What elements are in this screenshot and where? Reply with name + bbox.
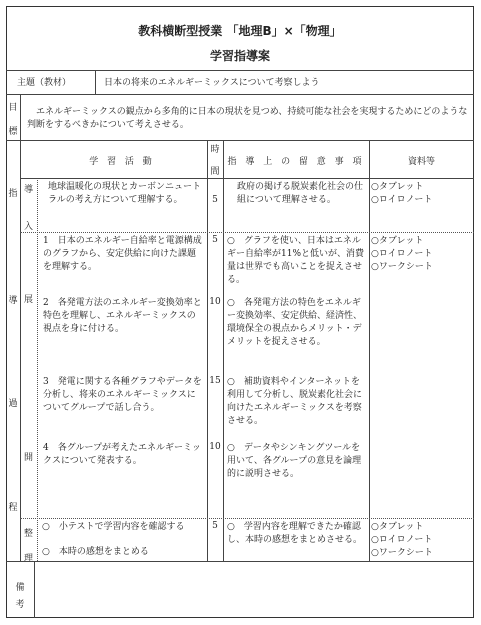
- rule-header-bottom: [6, 70, 474, 71]
- phase-summary-bottom: 理: [23, 554, 33, 564]
- document-title: 教科横断型授業 「地理B」×「物理」: [138, 24, 342, 38]
- rule-dev-bottom: [20, 518, 474, 519]
- dev3-time: 15: [209, 376, 221, 386]
- rule-remarks-divider: [34, 561, 35, 618]
- theme-label: 主題（教材）: [17, 78, 72, 88]
- process-label-tei: 程: [8, 503, 18, 513]
- dev1-activity: 1 日本のエネルギー自給率と電源構成のグラフから、安定供給に向けた課題を理解する。: [43, 236, 202, 272]
- summary-activity-1: ○ 小テストで学習内容を確認する: [42, 522, 185, 532]
- remarks-label-top: 備: [15, 583, 25, 593]
- dev1-note: ○ グラフを使い、日本はエネルギー自給率が11%と低いが、消費量は世界でも高いことを捉えさせる。: [227, 236, 365, 285]
- summary-time: 5: [212, 521, 218, 531]
- dev2-time: 10: [209, 297, 221, 307]
- rule-table-header-bottom: [20, 178, 474, 179]
- rule-col-time-right: [223, 140, 224, 561]
- summary-material-1: ○タブレット: [371, 522, 424, 532]
- rule-left-column: [20, 94, 21, 561]
- dev4-activity: 4 各グループが考えたエネルギーミックスについて発表する。: [43, 443, 201, 466]
- document-subtitle: 学習指導案: [209, 49, 270, 63]
- summary-note: ○ 学習内容を理解できたか確認し、本時の感想をまとめさせる。: [227, 522, 363, 545]
- goal-text: エネルギーミックスの観点から多角的に日本の現状を見つめ、持続可能な社会を実現するためにどのような判断をするべきかについて考えさせる。: [27, 107, 468, 130]
- process-label-ka: 過: [8, 399, 18, 409]
- phase-dev-top: 展: [23, 295, 33, 305]
- rule-goal-bottom: [6, 140, 474, 141]
- summary-material-2: ○ロイロノート: [371, 535, 433, 545]
- dev1-material-2: ○ロイロノート: [371, 249, 433, 259]
- rule-intro-bottom: [20, 232, 474, 233]
- phase-intro-top: 導: [23, 185, 33, 195]
- header-time-bottom: 間: [210, 167, 220, 177]
- dev2-note: ○ 各発電方法の特色をエネルギー変換効率、安定供給、経済性、環境保全の視点からメリット・デメリットを捉えさせる。: [227, 298, 363, 347]
- dev1-material-3: ○ワークシート: [371, 262, 433, 272]
- header-materials: 資料等: [407, 157, 435, 167]
- dev1-material-1: ○タブレット: [371, 236, 424, 246]
- dev3-note: ○ 補助資料やインターネットを利用して分析し、脱炭素化社会に向けたエネルギーミックスを考察させる。: [227, 377, 363, 426]
- dev2-activity: 2 各発電方法のエネルギー変換効率と特色を理解し、エネルギーミックスの視点を身に付ける。: [43, 298, 202, 334]
- theme-value: 日本の将来のエネルギーミックスについて考察しよう: [104, 78, 320, 88]
- goal-label-bottom: 標: [8, 127, 18, 137]
- rule-col-materials: [369, 140, 370, 561]
- intro-note: 政府の掲げる脱炭素化社会の仕組について理解させる。: [237, 182, 364, 205]
- dev4-time: 10: [209, 442, 221, 452]
- dev3-activity: 3 発電に関する各種グラフやデータを分析し、将来のエネルギーミックスについてグループで話し合う。: [43, 377, 202, 413]
- rule-theme-bottom: [6, 94, 474, 95]
- rule-theme-divider: [95, 70, 96, 94]
- header-activity: 学 習 活 動: [89, 157, 155, 167]
- summary-activity-2: ○ 本時の感想をまとめる: [42, 547, 149, 557]
- process-label-dou: 導: [8, 296, 18, 306]
- intro-activity: 地球温暖化の現状とカーボンニュートラルの考え方について理解する。: [48, 182, 202, 205]
- goal-label-top: 目: [8, 103, 18, 113]
- header-notes: 指 導 上 の 留 意 事 項: [227, 157, 365, 167]
- summary-material-3: ○ワークシート: [371, 548, 433, 558]
- phase-dev-bottom: 開: [23, 453, 33, 463]
- dev1-time: 5: [212, 235, 218, 245]
- process-label-shi: 指: [8, 189, 18, 199]
- phase-intro-bottom: 入: [23, 222, 33, 232]
- intro-time: 5: [212, 195, 218, 205]
- rule-col-phase: [37, 178, 38, 561]
- rule-table-bottom: [6, 561, 474, 562]
- header-time-top: 時: [210, 145, 220, 155]
- intro-material-2: ○ロイロノート: [371, 195, 433, 205]
- remarks-label-bottom: 考: [15, 600, 25, 610]
- dev4-note: ○ データやシンキングツールを用いて、各グループの意見を論理的に説明させる。: [227, 443, 362, 479]
- phase-summary-top: 整: [23, 529, 33, 539]
- intro-material-1: ○タブレット: [371, 182, 424, 192]
